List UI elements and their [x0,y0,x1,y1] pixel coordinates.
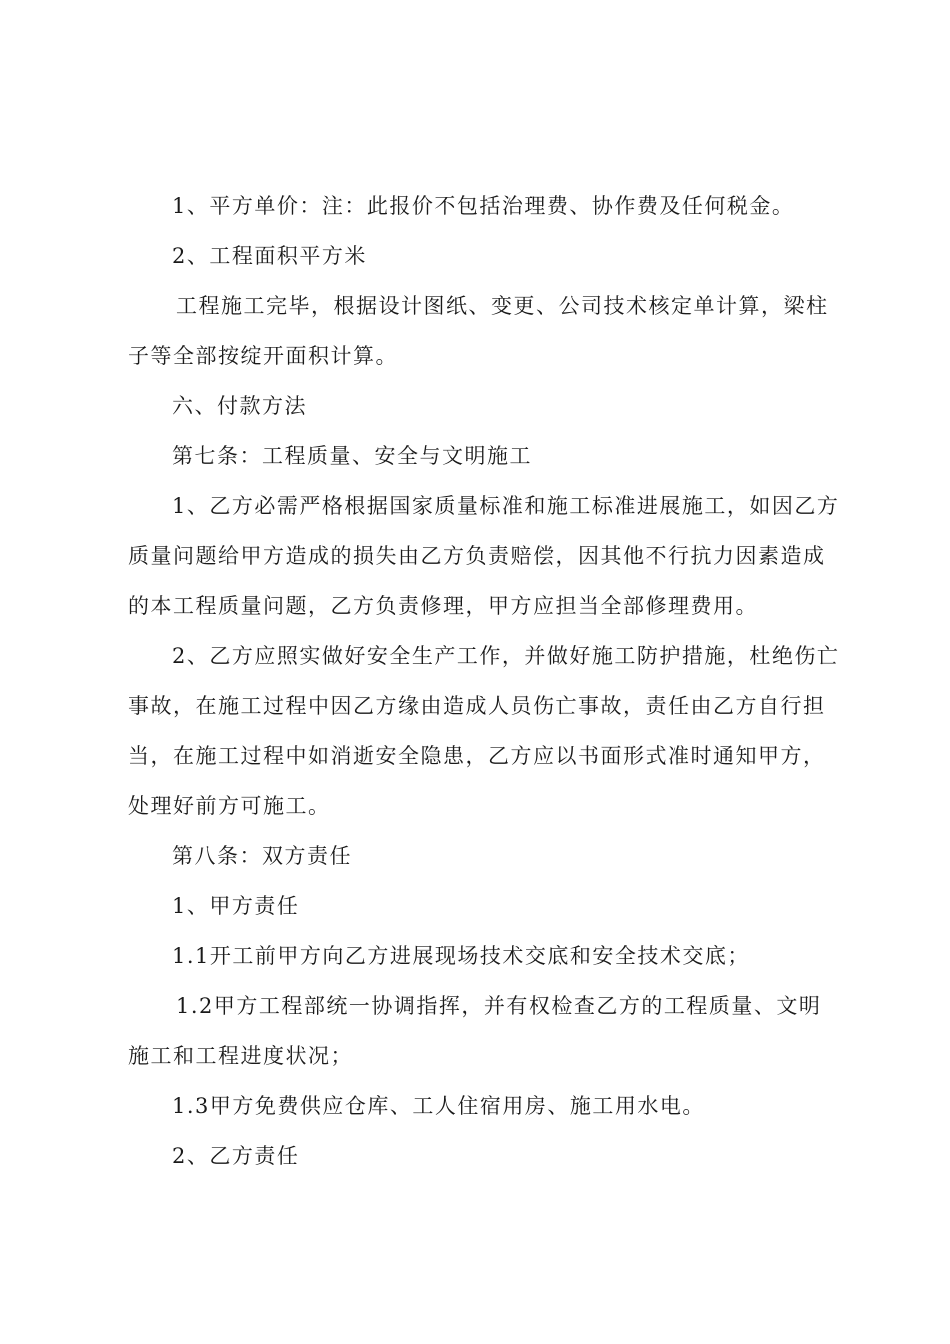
paragraph-line: 工程施工完毕，根据设计图纸、变更、公司技术核定单计算，梁柱 [176,294,829,318]
clause-1-1: 1.1开工前甲方向乙方进展现场技术交底和安全技术交底； [172,944,750,968]
paragraph-line: 质量问题给甲方造成的损失由乙方负责赔偿，因其他不行抗力因素造成 [128,544,826,568]
paragraph-line: 当，在施工过程中如消逝安全隐患，乙方应以书面形式准时通知甲方， [128,744,826,768]
paragraph-line: 子等全部按绽开面积计算。 [128,344,398,368]
paragraph-line: 事故，在施工过程中因乙方缘由造成人员伤亡事故，责任由乙方自行担 [128,694,826,718]
section-heading-payment: 六、付款方法 [172,394,307,418]
subheading-party-b: 2、乙方责任 [172,1144,300,1168]
paragraph-line: 施工和工程进度状况； [128,1044,353,1068]
paragraph-line: 2、乙方应照实做好安全生产工作，并做好施工防护措施，杜绝伤亡 [172,644,840,668]
subheading-party-a: 1、甲方责任 [172,894,300,918]
clause-unit-price: 1、平方单价：注：此报价不包括治理费、协作费及任何税金。 [172,194,795,218]
paragraph-line: 1、乙方必需严格根据国家质量标准和施工标准进展施工，如因乙方 [172,494,840,518]
clause-1-3: 1.3甲方免费供应仓库、工人住宿用房、施工用水电。 [172,1094,705,1118]
paragraph-line: 处理好前方可施工。 [128,794,331,818]
clause-1-2: 1.2甲方工程部统一协调指挥，并有权检查乙方的工程质量、文明 [176,994,822,1018]
paragraph-line: 的本工程质量问题，乙方负责修理，甲方应担当全部修理费用。 [128,594,758,618]
article-heading-8: 第八条：双方责任 [172,844,352,868]
clause-area: 2、工程面积平方米 [172,244,367,268]
article-heading-7: 第七条：工程质量、安全与文明施工 [172,444,532,468]
